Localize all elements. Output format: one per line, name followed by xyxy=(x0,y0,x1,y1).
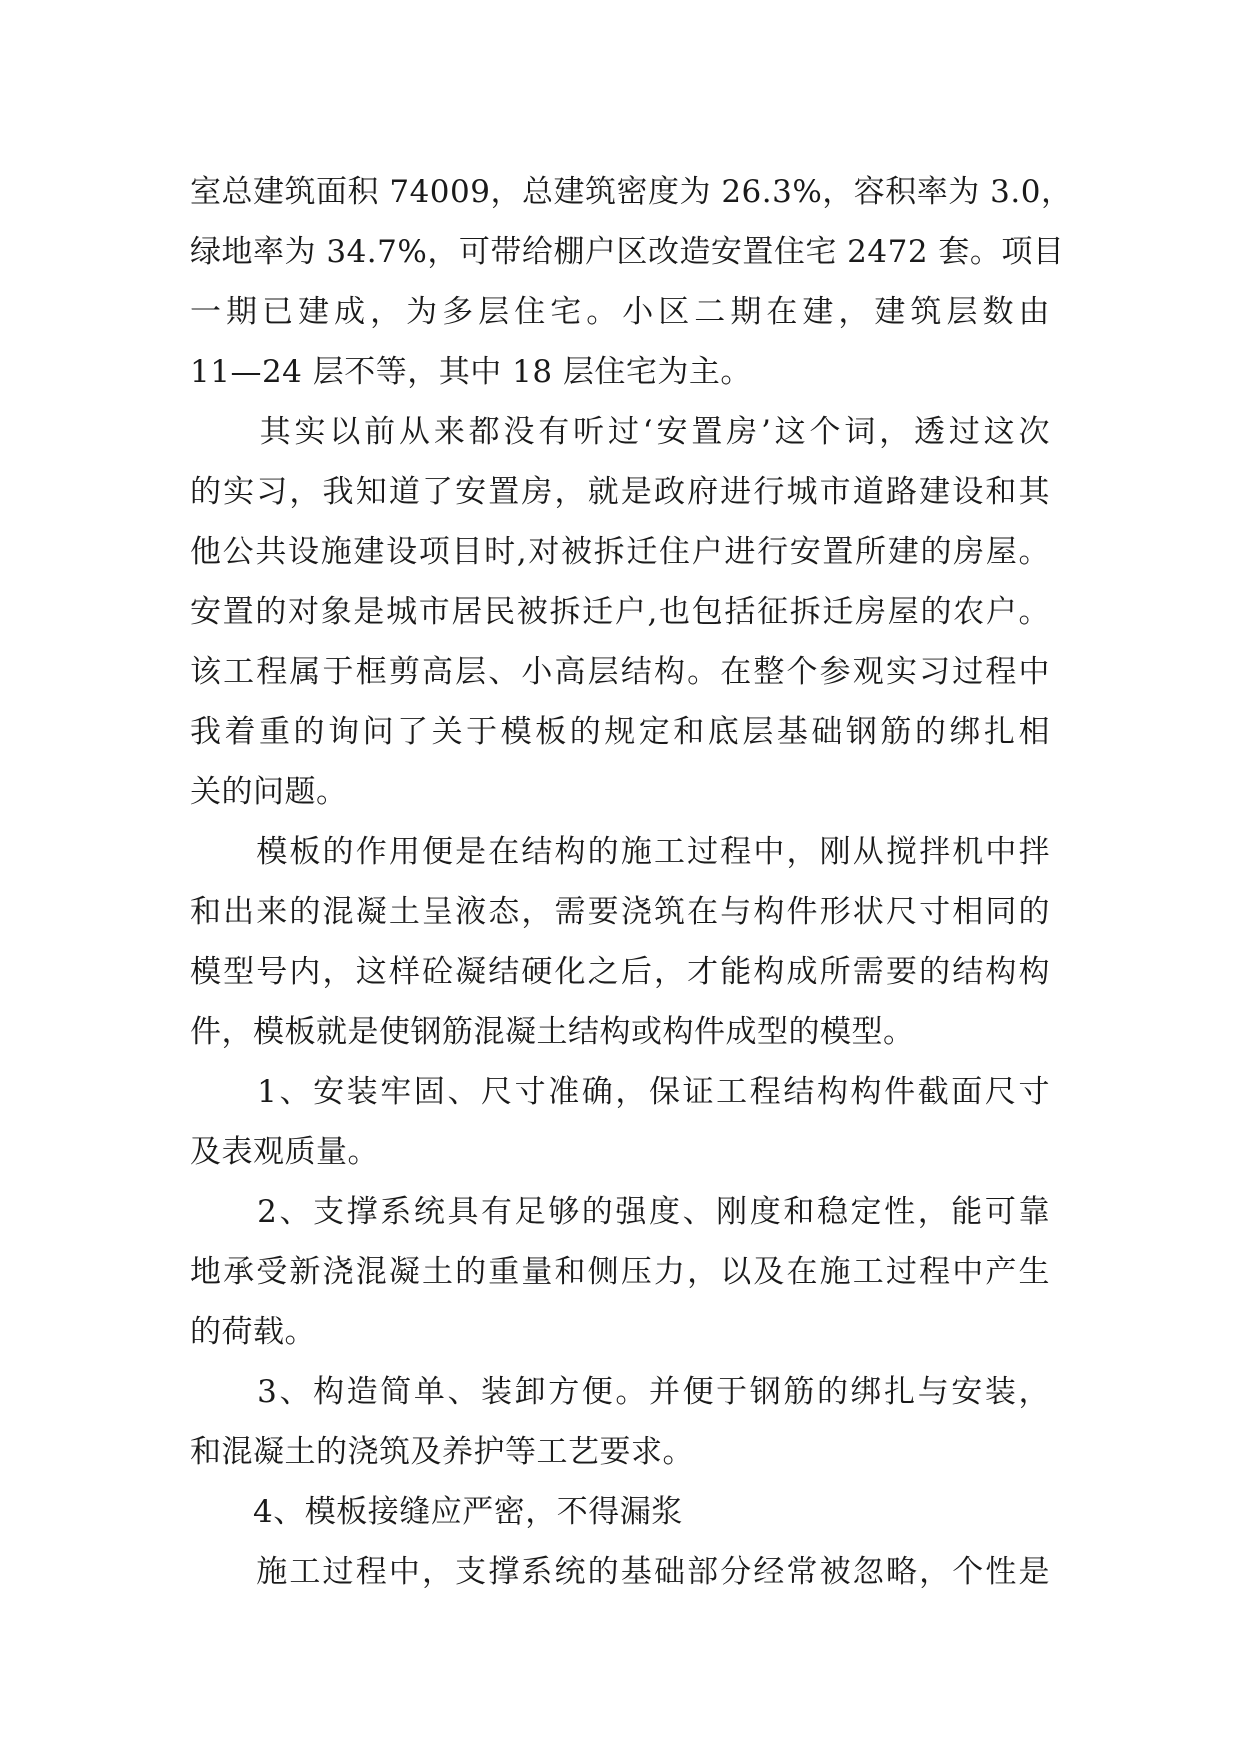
body-text xyxy=(190,162,1073,1602)
text-line: 室总建筑面积 74009，总建筑密度为 26.3%，容积率为 3.0， xyxy=(190,174,1073,210)
text-line: 一期已建成，为多层住宅。小区二期在建，建筑层数由 xyxy=(190,294,1050,330)
text-line: 及表观质量。 xyxy=(190,1134,379,1170)
text-line: 和出来的混凝土呈液态，需要浇筑在与构件形状尺寸相同的 xyxy=(190,894,1050,930)
text-line: 其实以前从来都没有听过‘安置房’这个词，透过这次 xyxy=(190,414,1050,450)
text-line: 安置的对象是城市居民被拆迁户,也包括征拆迁房屋的农户。 xyxy=(190,594,1050,630)
text-line: 2、支撑系统具有足够的强度、刚度和稳定性，能可靠 xyxy=(190,1194,1050,1230)
text-line: 3、构造简单、装卸方便。并便于钢筋的绑扎与安装， xyxy=(190,1374,1050,1410)
text-line: 他公共设施建设项目时,对被拆迁住户进行安置所建的房屋。 xyxy=(190,534,1050,570)
text-line: 施工过程中，支撑系统的基础部分经常被忽略，个性是 xyxy=(190,1554,1050,1590)
text-line: 的实习，我知道了安置房，就是政府进行城市道路建设和其 xyxy=(190,474,1050,510)
text-line: 1、安装牢固、尺寸准确，保证工程结构构件截面尺寸 xyxy=(190,1074,1050,1110)
text-line: 关的问题。 xyxy=(190,774,348,810)
text-line: 4、模板接缝应严密，不得漏浆 xyxy=(190,1494,683,1530)
text-line: 绿地率为 34.7%，可带给棚户区改造安置住宅 2472 套。项目 xyxy=(190,234,1065,270)
text-line: 模板的作用便是在结构的施工过程中，刚从搅拌机中拌 xyxy=(190,834,1050,870)
text-line: 11—24 层不等，其中 18 层住宅为主。 xyxy=(190,354,752,390)
text-line: 件，模板就是使钢筋混凝土结构或构件成型的模型。 xyxy=(190,1014,915,1050)
text-line: 模型号内，这样砼凝结硬化之后，才能构成所需要的结构构 xyxy=(190,954,1050,990)
text-line: 的荷载。 xyxy=(190,1314,316,1350)
text-line: 该工程属于框剪高层、小高层结构。在整个参观实习过程中 xyxy=(190,654,1050,690)
text-line: 地承受新浇混凝土的重量和侧压力，以及在施工过程中产生 xyxy=(190,1254,1050,1290)
text-line: 我着重的询问了关于模板的规定和底层基础钢筋的绑扎相 xyxy=(190,714,1050,750)
text-line: 和混凝土的浇筑及养护等工艺要求。 xyxy=(190,1434,694,1470)
